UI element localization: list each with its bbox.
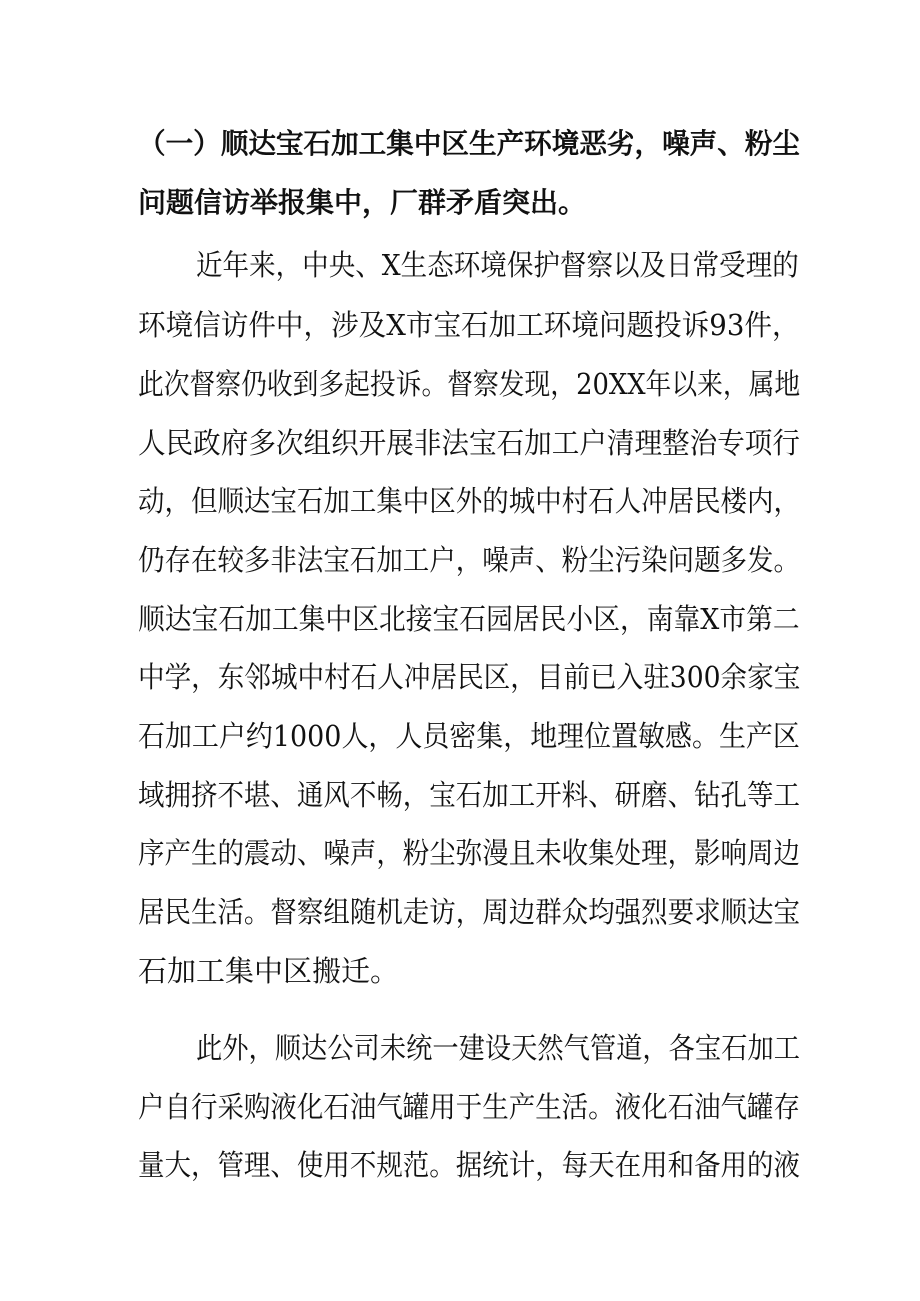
paragraph-line: 人民政府多次组织开展非法宝石加工户清理整治专项行 xyxy=(138,426,800,460)
heading-line: 问题信访举报集中，厂群矛盾突出。 xyxy=(138,186,587,219)
paragraph-line: 近年来，中央、X生态环境保护督察以及日常受理的 xyxy=(196,248,799,282)
heading-line: （一）顺达宝石加工集中区生产环境恶劣，噪声、粉尘 xyxy=(138,127,801,160)
paragraph-line: 量大，管理、使用不规范。据统计，每天在用和备用的液 xyxy=(138,1148,801,1182)
paragraph-line: 顺达宝石加工集中区北接宝石园居民小区，南靠X市第二 xyxy=(138,602,800,636)
paragraph-line: 户自行采购液化石油气罐用于生产生活。液化石油气罐存 xyxy=(138,1090,801,1124)
paragraph-line: 居民生活。督察组随机走访，周边群众均强烈要求顺达宝 xyxy=(138,895,801,929)
paragraph-line: 石加工集中区搬迁。 xyxy=(138,954,400,988)
paragraph-line: 仍存在较多非法宝石加工户，噪声、粉尘污染问题多发。 xyxy=(138,543,801,577)
paragraph-line: 序产生的震动、噪声，粉尘弥漫且未收集处理，影响周边 xyxy=(138,836,801,870)
paragraph-line: 环境信访件中，涉及X市宝石加工环境问题投诉93件， xyxy=(138,308,800,342)
paragraph-line: 动，但顺达宝石加工集中区外的城中村石人冲居民楼内， xyxy=(138,484,801,518)
paragraph-line: 中学，东邻城中村石人冲居民区，目前已入驻300余家宝 xyxy=(138,660,801,694)
paragraph-line: 此外，顺达公司未统一建设天然气管道，各宝石加工 xyxy=(196,1031,800,1065)
paragraph-line: 域拥挤不堪、通风不畅，宝石加工开料、研磨、钻孔等工 xyxy=(138,778,801,812)
paragraph-line: 石加工户约1000人，人员密集，地理位置敏感。生产区 xyxy=(138,719,800,753)
paragraph-line: 此次督察仍收到多起投诉。督察发现，20XX年以来，属地 xyxy=(138,367,801,401)
